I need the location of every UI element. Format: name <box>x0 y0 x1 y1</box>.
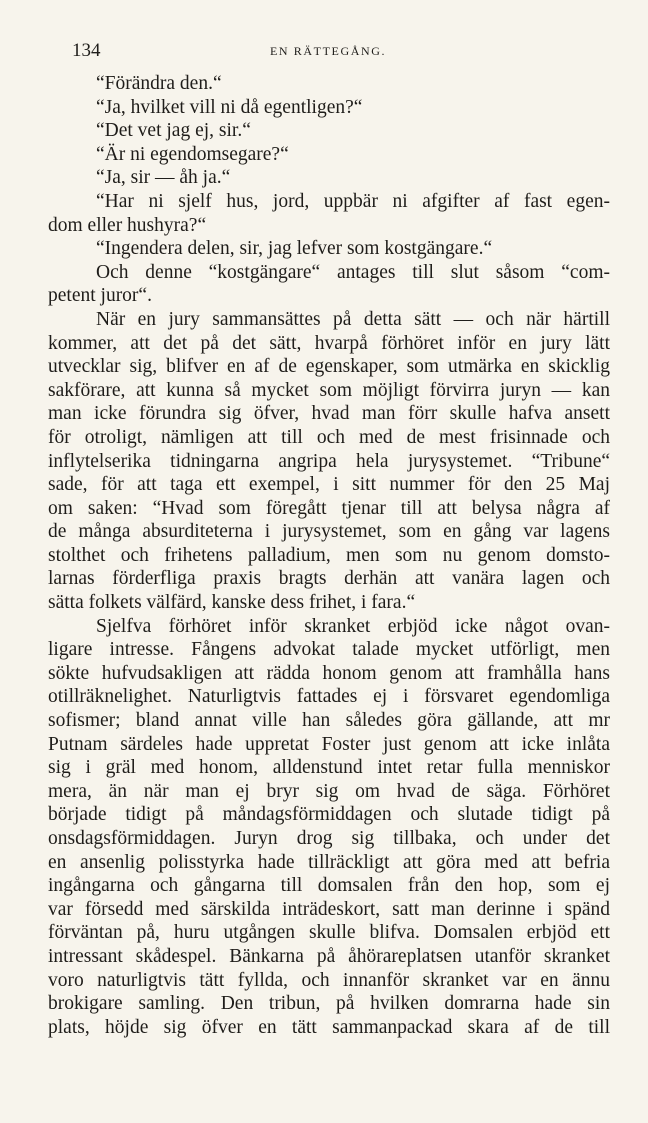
text-line: “Ja, sir — åh ja.“ <box>96 167 231 189</box>
text-line: sig i gräl med honom, alldenstund intet retar fulla menniskor <box>48 757 610 779</box>
text-line: sofismer; bland annat ville han således göra gällande, att mr <box>48 710 610 732</box>
text-line: Sjelfva förhöret inför skranket erbjöd icke något ovan- <box>96 615 610 637</box>
text-line: sökte hufvudsakligen att rädda honom genom att framhålla hans <box>48 662 610 684</box>
text-line: voro naturligtvis tätt fyllda, och innanför skranket var en ännu <box>48 969 610 991</box>
text-line: stolthet och frihetens palladium, men som nu genom domsto- <box>48 544 610 566</box>
text-line: mera, än när man ej bryr sig om hvad de säga. Förhöret <box>48 780 610 802</box>
text-line: en ansenlig polisstyrka hade tillräckligt att göra med att befria <box>48 851 610 873</box>
text-line: ingångarna och gångarna till domsalen från den hop, som ej <box>48 875 610 897</box>
text-line: intressant skådespel. Bänkarna på åhörareplatsen utanför skranket <box>48 945 610 967</box>
text-line: brokigare samling. Den tribun, på hvilken domrarna hade sin <box>48 993 610 1015</box>
text-line: om saken: “Hvad som föregått tjenar till att belysa några af <box>48 497 610 519</box>
text-line: plats, höjde sig öfver en tätt sammanpackad skara af de till <box>48 1016 610 1038</box>
text-line: man icke förundra sig öfver, hvad man förr skulle hafva ansett <box>48 403 610 425</box>
text-line: När en jury sammansättes på detta sätt — och när härtill <box>96 308 610 330</box>
text-line: sätta folkets välfärd, kanske dess frihet, i fara.“ <box>48 592 416 614</box>
text-line: “Det vet jag ej, sir.“ <box>96 120 251 142</box>
text-line: larnas förderfliga praxis bragts derhän att vanära lagen och <box>48 568 610 590</box>
text-line: för otroligt, nämligen att till och med de mest frisinnade och <box>48 426 610 448</box>
text-line: “Har ni sjelf hus, jord, uppbär ni afgifter af fast egen- <box>96 190 610 212</box>
text-line: ligare intresse. Fångens advokat talade mycket utförligt, men <box>48 639 610 661</box>
text-line: otillräknelighet. Naturligtvis fattades ej i försvaret egendomliga <box>48 686 610 708</box>
page-number: 134 <box>72 40 101 61</box>
text-line: inflytelserika tidningarna angripa hela jurysystemet. “Tribune“ <box>48 450 610 472</box>
text-line: utvecklar sig, blifver en af de egenskaper, som utmärka en skicklig <box>48 356 610 378</box>
running-title: EN RÄTTEGÅNG. <box>270 44 387 58</box>
text-line: onsdagsförmiddagen. Juryn drog sig tillbaka, och under det <box>48 828 610 849</box>
text-line: “Förändra den.“ <box>96 73 222 94</box>
text-line: förväntan på, huru utgången skulle blifva. Domsalen erbjöd ett <box>48 922 610 944</box>
text-line: “Ja, hvilket vill ni då egentligen?“ <box>96 96 363 118</box>
text-line: “Ingendera delen, sir, jag lefver som kostgängare.“ <box>96 238 493 260</box>
text-line: sade, för att taga ett exempel, i sitt nummer för den 25 Maj <box>48 474 610 496</box>
text-line: började tidigt på måndagsförmiddagen och slutade tidigt på <box>48 804 610 826</box>
page-header <box>72 40 612 64</box>
text-line: dom eller hushyra?“ <box>48 214 207 236</box>
text-line: “Är ni egendomsegare?“ <box>96 143 289 165</box>
text-line: petent juror“. <box>48 285 152 307</box>
body-text <box>48 72 610 1039</box>
text-line: Putnam särdeles hade uppretat Foster just genom att icke inlåta <box>48 733 610 755</box>
text-line: kommer, att det på det sätt, hvarpå förhöret inför en jury lätt <box>48 332 610 354</box>
text-line: de många absurditeterna i jurysystemet, som en gång var lagens <box>48 521 610 543</box>
text-line: var försedd med särskilda inträdeskort, satt man derinne i spänd <box>48 898 610 920</box>
text-line: sakförare, att kunna så mycket som möjligt förvirra juryn — kan <box>48 379 610 401</box>
text-line: Och denne “kostgängare“ antages till slut såsom “com- <box>96 261 610 283</box>
